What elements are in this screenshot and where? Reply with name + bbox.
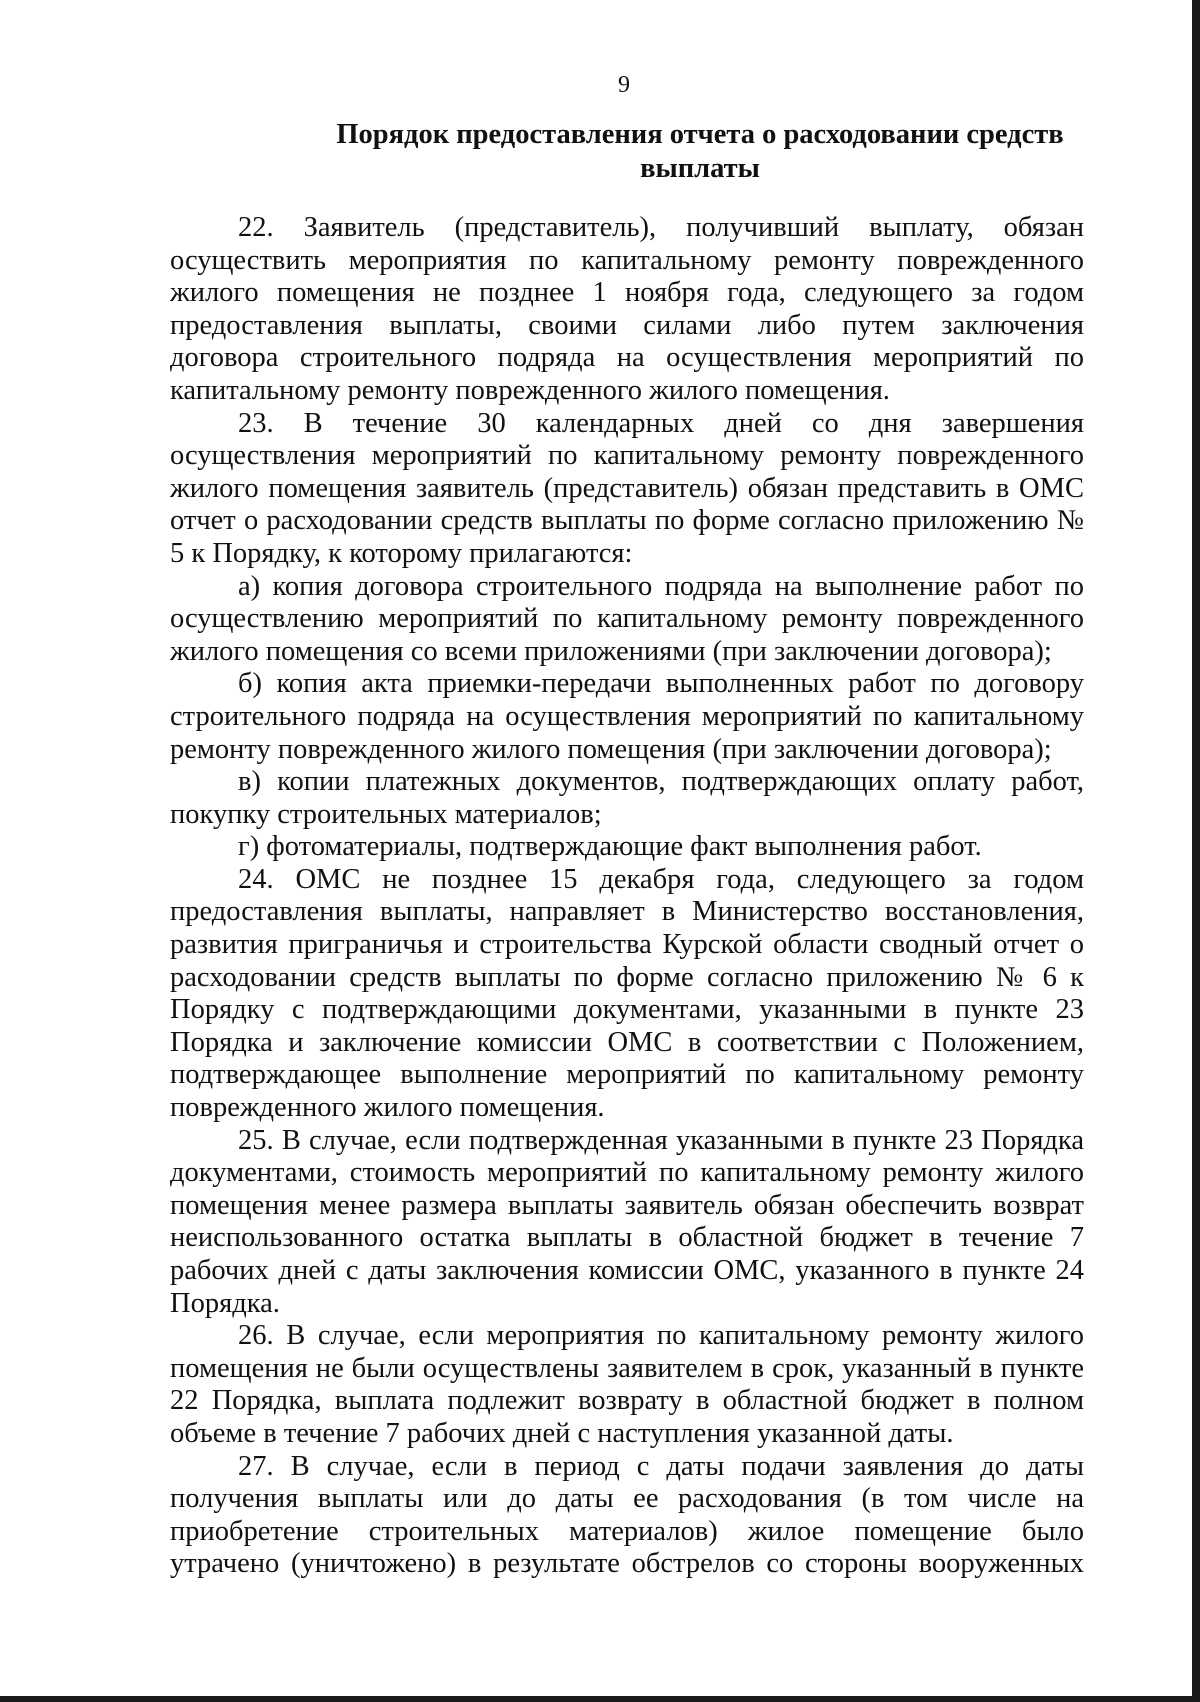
paragraph-23-g: г) фотоматериалы, подтверждающие факт выполнения работ. xyxy=(238,831,982,863)
paragraph-26: 26. В случае, если мероприятия по капитальному ремонту жилого помещения не были осуществлены заявителем в срок, указанный в пункте 22 Порядка, выплата подлежит возврату в областной бюджет в полном объеме в течение 7 рабочих дней с наступления указанной даты. xyxy=(170,1320,1084,1449)
page-number: 9 xyxy=(618,72,630,98)
paragraph-23: 23. В течение 30 календарных дней со дня завершения осуществления мероприятий по капитальному ремонту поврежденного жилого помещения заявитель (представитель) обязан представить в ОМС отчет о расходовании средств выплаты по форме согласно приложению № 5 к Порядку, к которому прилагаются: xyxy=(170,407,1084,569)
section-title-line-1: Порядок предоставления отчета о расходовании средств xyxy=(336,119,1064,150)
document-body xyxy=(170,212,1084,1581)
paragraph-22: 22. Заявитель (представитель), получивший выплату, обязан осуществить мероприятия по капитальному ремонту поврежденного жилого помещения не позднее 1 ноября года, следующего за годом предоставления выплаты, своими силами либо путем заключения договора строительного подряда на осуществления мероприятий по капитальному ремонту поврежденного жилого помещения. xyxy=(170,212,1084,406)
paragraph-23-b: б) копия акта приемки-передачи выполненных работ по договору строительного подряда на осуществления мероприятий по капитальному ремонту поврежденного жилого помещения (при заключении договора); xyxy=(170,668,1084,765)
paragraph-23-a: а) копия договора строительного подряда на выполнение работ по осуществлению мероприятий по капитальному ремонту поврежденного жилого помещения со всеми приложениями (при заключении договора); xyxy=(170,570,1084,667)
paragraph-24: 24. ОМС не позднее 15 декабря года, следующего за годом предоставления выплаты, направляет в Министерство восстановления, развития приграничья и строительства Курской области сводный отчет о расходовании средств выплаты по форме согласно приложению № 6 к Порядку с подтверждающими документами, указанными в пункте 23 Порядка и заключение комиссии ОМС в соответствии с Положением, подтверждающее выполнение мероприятий по капитальному ремонту поврежденного жилого помещения. xyxy=(170,863,1084,1124)
scan-edge-bottom xyxy=(0,1696,1200,1702)
scan-edge-right xyxy=(1192,0,1200,1702)
paragraph-23-v: в) копии платежных документов, подтверждающих оплату работ, покупку строительных материалов; xyxy=(170,766,1084,830)
paragraph-25: 25. В случае, если подтвержденная указанными в пункте 23 Порядка документами, стоимость мероприятий по капитальному ремонту жилого помещения менее размера выплаты заявитель обязан обеспечить возврат неиспользованного остатка выплаты в областной бюджет в течение 7 рабочих дней с даты заключения комиссии ОМС, указанного в пункте 24 Порядка. xyxy=(170,1124,1084,1319)
paragraph-27: 27. В случае, если в период с даты подачи заявления до даты получения выплаты или до даты ее расходования (в том числе на приобретение строительных материалов) жилое помещение было утрачено (уничтожено) в результате обстрелов со стороны вооруженных xyxy=(170,1450,1084,1580)
section-title xyxy=(250,118,1150,186)
section-title-line-2: выплаты xyxy=(640,153,760,184)
